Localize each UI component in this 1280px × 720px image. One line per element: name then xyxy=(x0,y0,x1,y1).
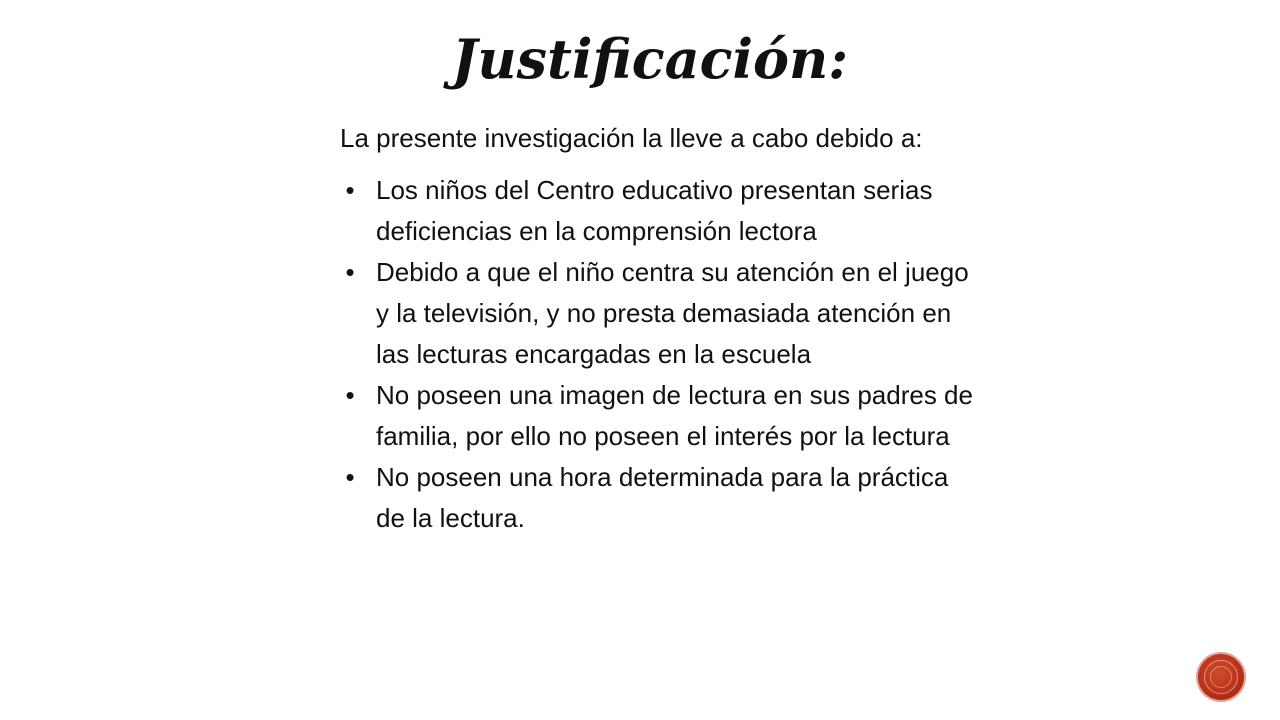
slide-body xyxy=(340,118,980,539)
bullet-text: No poseen una hora determinada para la práctica de la lectura. xyxy=(376,462,949,533)
bullet-dot-icon: • xyxy=(345,462,355,492)
bullet-list xyxy=(340,170,980,539)
bullet-text: No poseen una imagen de lectura en sus padres de familia, por ello no poseen el interés por la lectura xyxy=(376,380,973,451)
bullet-item xyxy=(340,170,980,252)
bullet-dot-icon: • xyxy=(345,380,355,410)
seal-ring-inner xyxy=(1210,666,1232,688)
intro-text: La presente investigación la lleve a cabo debido a: xyxy=(340,123,923,153)
slide-title: Justificación: xyxy=(451,27,849,91)
bullet-item xyxy=(340,457,980,539)
bullet-item xyxy=(340,252,980,375)
bullet-dot-icon: • xyxy=(345,175,355,205)
red-circular-seal-icon xyxy=(1198,654,1244,700)
bullet-text: Los niños del Centro educativo presentan serias deficiencias en la comprensión lectora xyxy=(376,175,933,246)
bullet-item xyxy=(340,375,980,457)
bullet-text: Debido a que el niño centra su atención en el juego y la televisión, y no presta demasiada atención en las lecturas encargadas en la escuela xyxy=(376,257,969,369)
bullet-dot-icon: • xyxy=(345,257,355,287)
